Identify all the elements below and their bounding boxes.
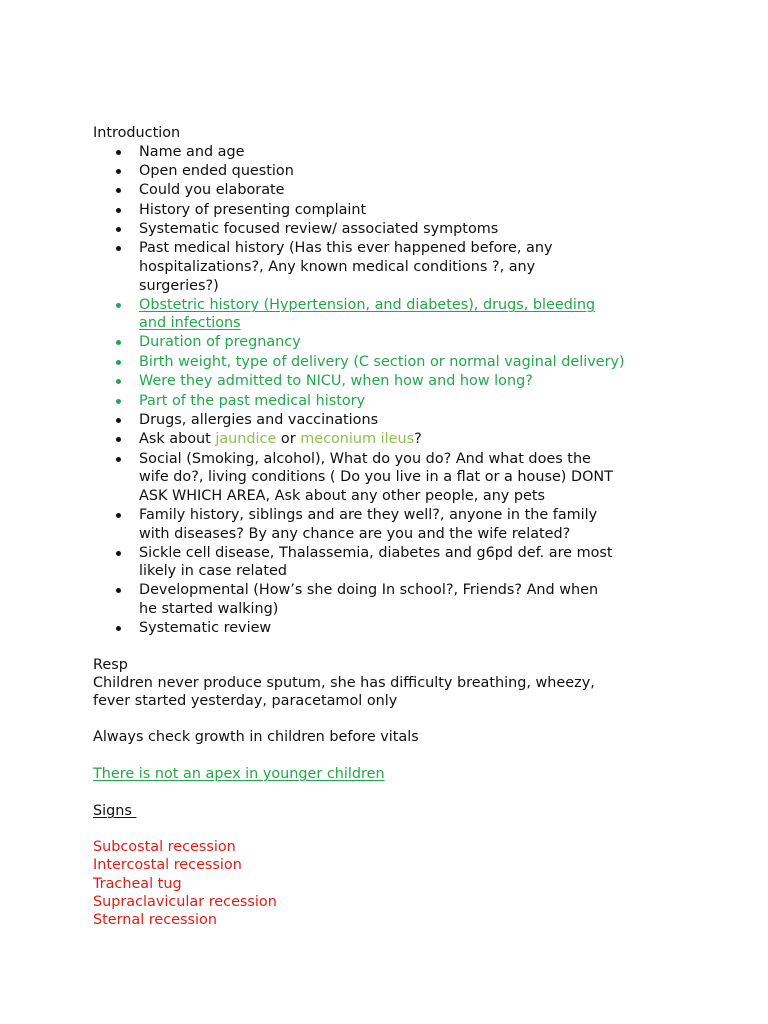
bullet-dot: [116, 333, 126, 351]
list-item: Open ended question: [139, 163, 294, 179]
bullet-dot: [116, 430, 126, 448]
list-item: Were they admitted to NICU, when how and how long?: [139, 373, 533, 389]
bullet-dot: [116, 544, 126, 562]
or-text: or: [276, 431, 301, 447]
bullet-dot: [116, 181, 126, 199]
list-item-line: Obstetric history (Hypertension, and diabetes), drugs, bleeding: [139, 297, 596, 313]
bullet-dot: [116, 239, 126, 257]
list-item: Name and age: [139, 144, 245, 160]
meconium-ileus-term: meconium ileus: [300, 431, 415, 447]
list-item-line: Developmental (How’s she doing In school?, Friends? And when: [139, 582, 599, 598]
bullet-dot: [116, 143, 126, 161]
bullet-dot: [116, 201, 126, 219]
list-item: History of presenting complaint: [139, 202, 367, 218]
list-item-line: with diseases? By any chance are you and the wife related?: [139, 526, 571, 542]
resp-heading: Resp: [93, 657, 128, 673]
resp-text-line: Children never produce sputum, she has difficulty breathing, wheezy,: [93, 675, 595, 691]
list-item: Systematic review: [139, 620, 272, 636]
bullet-dot: [116, 392, 126, 410]
bullet-dot: [116, 220, 126, 238]
bullet-dot: [116, 411, 126, 429]
list-item-line: hospitalizations?, Any known medical conditions ?, any: [139, 259, 536, 275]
list-item-line: and infections: [139, 315, 241, 331]
list-item-line: Social (Smoking, alcohol), What do you do? And what does the: [139, 451, 591, 467]
resp-text-line: fever started yesterday, paracetamol only: [93, 693, 398, 709]
sign-item: Tracheal tug: [93, 876, 182, 892]
growth-note: Always check growth in children before vitals: [93, 729, 419, 745]
list-item-line: ASK WHICH AREA, Ask about any other people, any pets: [139, 488, 546, 504]
apex-note: There is not an apex in younger children: [93, 766, 385, 782]
sign-item: Supraclavicular recession: [93, 894, 277, 910]
list-item: [139, 430, 422, 448]
list-item: Drugs, allergies and vaccinations: [139, 412, 379, 428]
bullet-dot: [116, 162, 126, 180]
bullet-dot: [116, 619, 126, 637]
jaundice-term: jaundice: [215, 431, 277, 447]
question-mark: ?: [414, 431, 422, 447]
bullet-dot: [116, 506, 126, 524]
list-item-line: he started walking): [139, 601, 279, 617]
list-item: Birth weight, type of delivery (C section or normal vaginal delivery): [139, 354, 625, 370]
list-item: Systematic focused review/ associated symptoms: [139, 221, 499, 237]
bullet-dot: [116, 581, 126, 599]
list-item-line: Past medical history (Has this ever happened before, any: [139, 240, 553, 256]
ask-about-text: Ask about: [139, 431, 216, 447]
signs-heading: Signs: [93, 803, 137, 819]
list-item-line: Family history, siblings and are they well?, anyone in the family: [139, 507, 598, 523]
bullet-dot: [116, 372, 126, 390]
sign-item: Sternal recession: [93, 912, 217, 928]
bullet-dot: [116, 353, 126, 371]
list-item: Could you elaborate: [139, 182, 285, 198]
intro-heading: Introduction: [93, 125, 181, 141]
bullet-dot: [116, 450, 126, 468]
list-item-line: surgeries?): [139, 278, 219, 294]
list-item: Part of the past medical history: [139, 393, 366, 409]
list-item-line: likely in case related: [139, 563, 288, 579]
list-item-line: wife do?, living conditions ( Do you live in a flat or a house) DONT: [139, 469, 613, 485]
list-item-line: Sickle cell disease, Thalassemia, diabetes and g6pd def. are most: [139, 545, 613, 561]
sign-item: Subcostal recession: [93, 839, 236, 855]
bullet-dot: [116, 296, 126, 314]
sign-item: Intercostal recession: [93, 857, 242, 873]
list-item: Duration of pregnancy: [139, 334, 301, 350]
